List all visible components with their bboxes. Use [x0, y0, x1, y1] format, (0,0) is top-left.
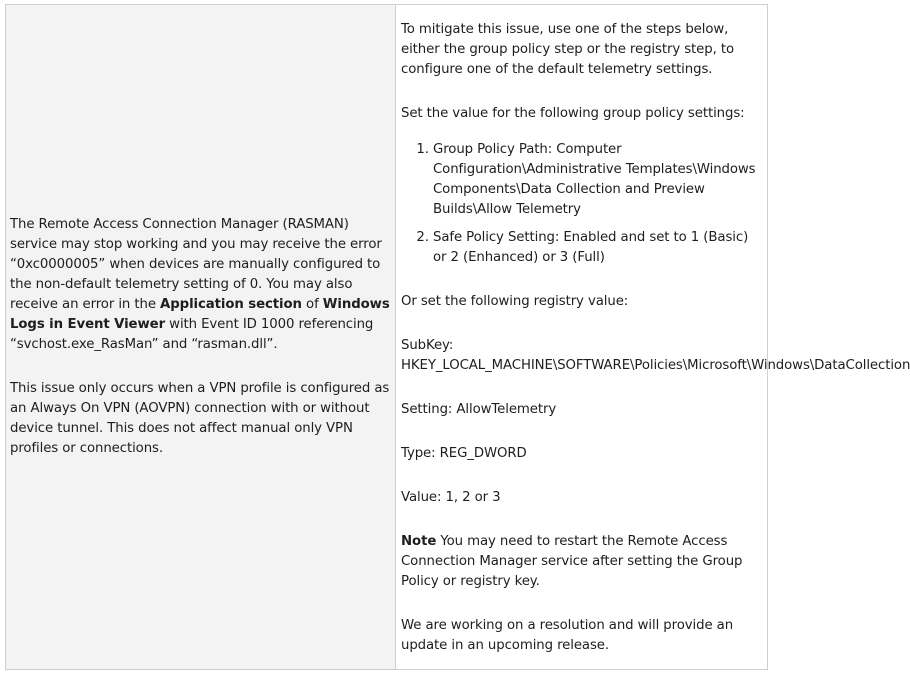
- restart-note: [401, 532, 763, 592]
- subkey-label: SubKey:: [401, 337, 454, 353]
- known-issue-table: [5, 4, 910, 670]
- issue-text: The Remote Access Connection Manager (RASMAN) service may stop working and you may receive the error “0xc0000005” when devices are manually configured to the non-default telemetry setting of 0. You may also receive an error in the: [10, 217, 382, 312]
- issue-text: of: [301, 297, 323, 312]
- registry-value: Value: 1, 2 or 3: [401, 489, 501, 505]
- list-item: 2. Safe Policy Setting: Enabled and set to 1 (Basic) or 2 (Enhanced) or 3 (Full): [433, 228, 763, 268]
- note-text: You may need to restart the Remote Access Connection Manager service after setting the Group Policy or registry key.: [401, 533, 743, 589]
- group-policy-intro: Set the value for the following group policy settings:: [401, 105, 745, 121]
- resolution-status: We are working on a resolution and will provide an update in an upcoming release.: [401, 617, 734, 653]
- application-section-emphasis: Application section: [160, 297, 302, 312]
- table-row: [6, 5, 768, 670]
- issue-description-cell: [6, 5, 396, 670]
- subkey-value: HKEY_LOCAL_MACHINE\SOFTWARE\Policies\Microsoft\Windows\DataCollection: [401, 357, 910, 373]
- registry-subkey: [401, 336, 910, 376]
- note-label: Note: [401, 533, 437, 549]
- event-viewer-emphasis: Windows Logs in Event Viewer: [10, 297, 390, 332]
- workaround-cell: [396, 5, 910, 670]
- registry-setting: Setting: AllowTelemetry: [401, 401, 557, 417]
- list-item: 1. Group Policy Path: Computer Configuration\Administrative Templates\Windows Components\Data Collection and Preview Builds\Allow Telemetry: [433, 140, 763, 220]
- issue-scope-paragraph: This issue only occurs when a VPN profile is configured as an Always On VPN (AOVPN) connection with or without device tunnel. This does not affect manual only VPN profiles or connections.: [10, 381, 390, 456]
- registry-intro: Or set the following registry value:: [401, 293, 629, 309]
- issue-text: with Event ID 1000 referencing “svchost.exe_RasMan” and “rasman.dll”.: [10, 317, 374, 352]
- workaround-intro: To mitigate this issue, use one of the steps below, either the group policy step or the registry step, to configure one of the default telemetry settings.: [401, 21, 734, 77]
- registry-type: Type: REG_DWORD: [401, 445, 527, 461]
- group-policy-steps: [401, 140, 763, 268]
- issue-description-paragraph: [10, 215, 391, 355]
